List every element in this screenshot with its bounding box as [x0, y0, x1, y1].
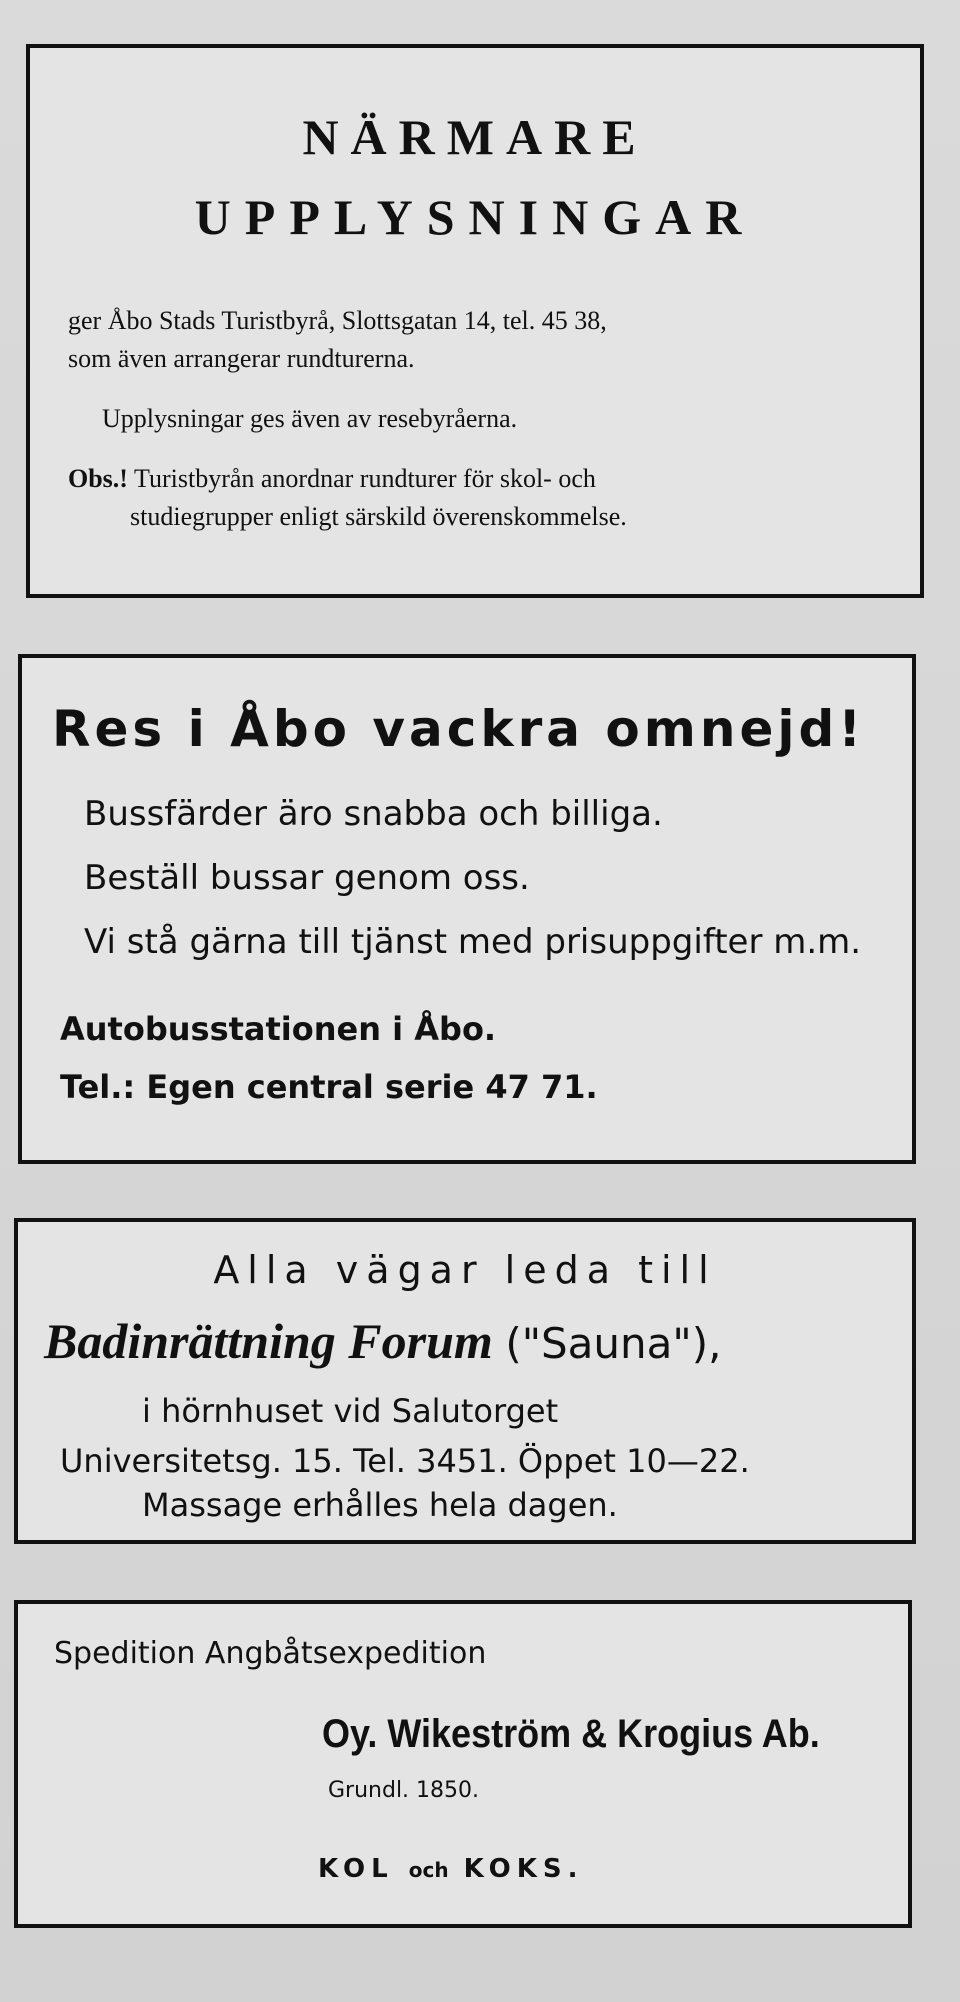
sauna-line3: i hörnhuset vid Salutorget [142, 1392, 559, 1430]
bus-company: Autobusstationen i Åbo. [60, 1010, 497, 1048]
sauna-line1: Alla vägar leda till [213, 1248, 717, 1292]
info-para1-line2: som även arrangerar rundturerna. [68, 344, 415, 373]
info-box [26, 44, 924, 598]
obs-line1: Turistbyrån anordnar rundturer för skol- och [134, 464, 596, 493]
bus-headline: Res i Åbo vackra omnejd! [52, 700, 866, 758]
shipping-line1: Spedition Angbåtsexpedition [54, 1636, 487, 1671]
goods-b: KOKS. [463, 1854, 584, 1884]
bus-phone: Tel.: Egen central serie 47 71. [60, 1068, 598, 1106]
obs-line2: studiegrupper enligt särskild överenskommelse. [130, 502, 627, 531]
goods-och: och [408, 1858, 449, 1882]
info-para1-line1: ger Åbo Stads Turistbyrå, Slottsgatan 14, tel. 45 38, [68, 306, 607, 335]
goods-a: KOL [318, 1854, 394, 1884]
shipping-founded: Grundl. 1850. [328, 1778, 480, 1803]
info-obs [68, 464, 596, 494]
bus-line1: Bussfärder äro snabba och billiga. [84, 794, 663, 834]
shipping-ad-box [14, 1600, 912, 1928]
bus-line3: Vi stå gärna till tjänst med prisuppgifter m.m. [84, 922, 862, 962]
sauna-paren: ("Sauna"), [505, 1319, 722, 1368]
bus-line2: Beställ bussar genom oss. [84, 858, 530, 898]
sauna-ad-box [14, 1218, 916, 1544]
info-para2: Upplysningar ges även av resebyråerna. [102, 404, 518, 433]
bus-ad-box [18, 654, 916, 1164]
sauna-line5: Massage erhålles hela dagen. [142, 1486, 618, 1524]
info-title-line1: NÄRMARE [302, 109, 648, 165]
shipping-goods [318, 1854, 583, 1884]
obs-label: Obs.! [68, 464, 128, 493]
sauna-name: Badinrättning Forum [44, 1313, 493, 1369]
info-title-line2: UPPLYSNINGAR [194, 189, 756, 245]
sauna-line4: Universitetsg. 15. Tel. 3451. Öppet 10—22. [60, 1442, 750, 1480]
shipping-company: Oy. Wikeström & Krogius Ab. [322, 1712, 820, 1756]
sauna-line2 [44, 1312, 721, 1370]
